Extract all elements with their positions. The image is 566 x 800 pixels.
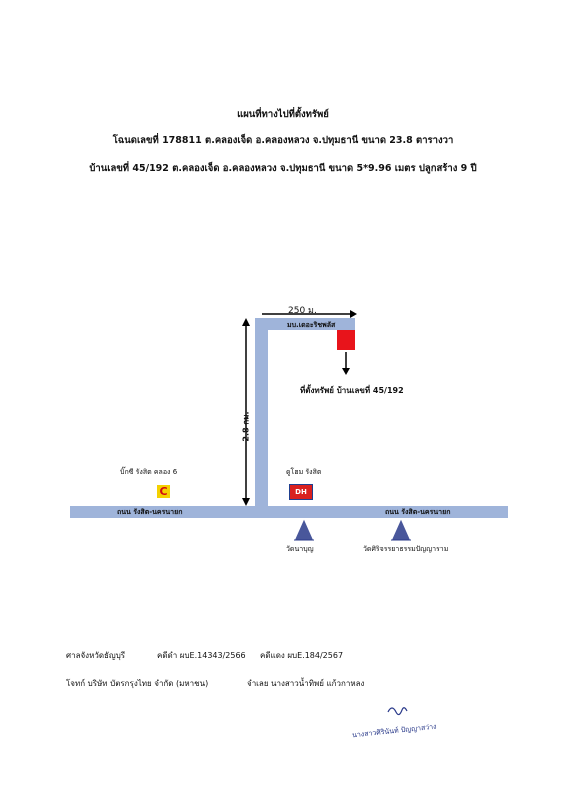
stamp-text: นางสาวศิรินันท์ ปัญญาสว่าง xyxy=(351,722,437,740)
case-black: คดีดำ ผบE.14343/2566 xyxy=(157,651,246,660)
temple-2-label: วัดศิริจรรยาธรรมปัญญาราม xyxy=(363,545,449,553)
bigc-label: บิ๊กซี รังสิต คลอง 6 xyxy=(120,468,178,476)
distance-vertical-label: 2.8 กม. xyxy=(241,411,251,442)
court-name: ศาลจังหวัดธัญบุรี xyxy=(66,651,126,660)
property-label: ที่ตั้งทรัพย์ บ้านเลขที่ 45/192 xyxy=(300,386,404,395)
map-title: แผนที่ทางไปที่ตั้งทรัพย์ xyxy=(237,109,329,120)
main-road-left-label: ถนน รังสิต-นครนายก xyxy=(117,508,183,516)
plaintiff: โจทก์ บริษัท บัตรกรุงไทย จำกัด (มหาชน) xyxy=(66,679,209,688)
case-red: คดีแดง ผบE.184/2567 xyxy=(260,651,344,660)
distance-horizontal-label: 250 ม. xyxy=(288,306,317,316)
house-info: บ้านเลขที่ 45/192 ต.คลองเจ็ด อ.คลองหลวง จ.ปทุมธานี ขนาด 5*9.96 เมตร ปลูกสร้าง 9 ปี xyxy=(89,163,477,174)
main-road-right-label: ถนน รังสิต-นครนายก xyxy=(385,508,451,516)
dohome-label: ดูโฮม รังสิต xyxy=(286,468,322,476)
deed-info: โฉนดเลขที่ 178811 ต.คลองเจ็ด อ.คลองหลวง จ.ปทุมธานี ขนาด 23.8 ตารางวา xyxy=(112,135,454,146)
temple-1-label: วัดนาบุญ xyxy=(286,545,314,553)
bigc-logo: C xyxy=(157,485,170,498)
defendant: จำเลย นางสาวน้ำทิพย์ แก้วกาหลง xyxy=(247,679,365,688)
dohome-logo: DH xyxy=(289,484,313,500)
village-road-label: มบ.เดอะริชพลัส xyxy=(287,321,336,329)
